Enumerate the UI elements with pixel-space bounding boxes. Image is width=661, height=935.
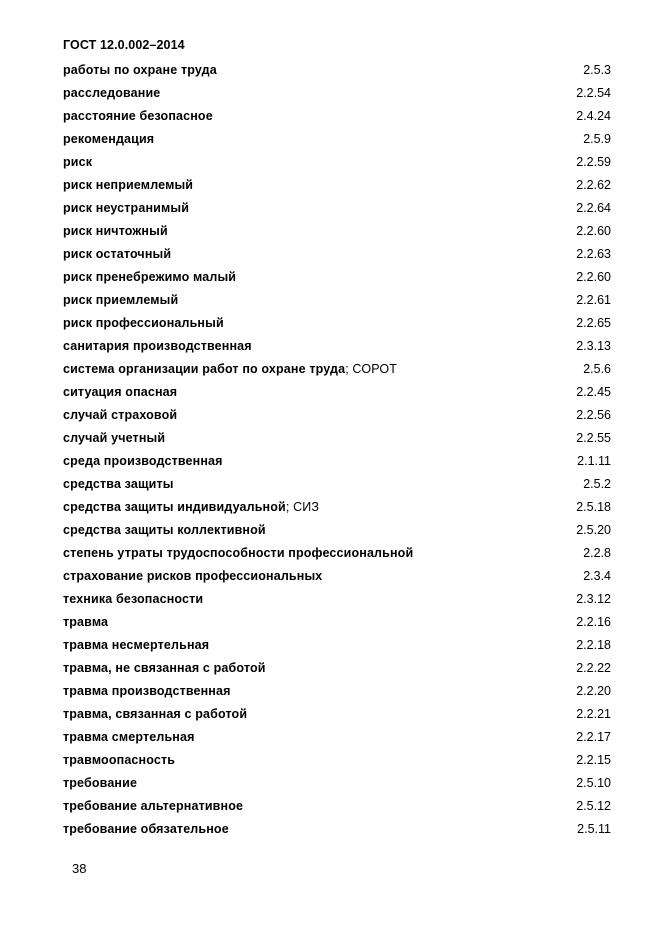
index-term (63, 175, 193, 195)
index-term-text: травма несмертельная (63, 638, 210, 652)
index-term-text: техника безопасности (63, 592, 204, 606)
index-term-text: риск ничтожный (63, 224, 168, 238)
index-term (63, 313, 224, 333)
index-section-ref: 2.2.62 (576, 178, 611, 192)
index-term-abbreviation: ; СОРОТ (345, 362, 398, 376)
index-term (63, 566, 322, 586)
index-term-text: травма (63, 615, 109, 629)
index-term (63, 819, 229, 839)
index-term (63, 474, 174, 494)
index-section-ref: 2.2.56 (576, 408, 611, 422)
index-section-ref: 2.4.24 (576, 109, 611, 123)
index-section-ref: 2.2.60 (576, 270, 611, 284)
index-term-text: риск пренебрежимо малый (63, 270, 237, 284)
index-section-ref: 2.5.9 (583, 132, 611, 146)
index-entry (63, 382, 611, 405)
index-entry (63, 727, 611, 750)
index-term (63, 750, 175, 770)
index-term-text: травма производственная (63, 684, 231, 698)
index-entry (63, 175, 611, 198)
index-term-text: риск приемлемый (63, 293, 179, 307)
index-term-text: риск остаточный (63, 247, 172, 261)
index-section-ref: 2.2.18 (576, 638, 611, 652)
index-term (63, 83, 160, 103)
index-section-ref: 2.2.22 (576, 661, 611, 675)
index-entry (63, 704, 611, 727)
index-term (63, 727, 195, 747)
index-section-ref: 2.2.45 (576, 385, 611, 399)
index-term-text: требование обязательное (63, 822, 229, 836)
index-term (63, 106, 213, 126)
index-section-ref: 2.5.6 (583, 362, 611, 376)
index-term (63, 497, 319, 517)
index-section-ref: 2.2.60 (576, 224, 611, 238)
index-term (63, 221, 168, 241)
index-entry (63, 681, 611, 704)
index-entry (63, 359, 611, 382)
index-section-ref: 2.2.59 (576, 155, 611, 169)
index-term-text: страхование рисков профессиональных (63, 569, 323, 583)
index-term (63, 589, 203, 609)
index-entry (63, 152, 611, 175)
term-index-list (63, 60, 611, 842)
index-term (63, 451, 223, 471)
index-entry (63, 497, 611, 520)
index-section-ref: 2.5.2 (583, 477, 611, 491)
index-term (63, 635, 209, 655)
index-section-ref: 2.2.20 (576, 684, 611, 698)
index-section-ref: 2.2.17 (576, 730, 611, 744)
index-term (63, 152, 92, 172)
index-term-text: риск неустранимый (63, 201, 190, 215)
index-section-ref: 2.1.11 (577, 454, 611, 468)
index-section-ref: 2.2.65 (576, 316, 611, 330)
document-header: ГОСТ 12.0.002–2014 (63, 38, 185, 52)
index-entry (63, 313, 611, 336)
index-section-ref: 2.2.54 (576, 86, 611, 100)
index-entry (63, 658, 611, 681)
index-entry (63, 405, 611, 428)
index-term-text: санитария производственная (63, 339, 252, 353)
index-entry (63, 773, 611, 796)
page-number: 38 (72, 861, 87, 876)
index-term-text: среда производственная (63, 454, 223, 468)
index-section-ref: 2.3.4 (583, 569, 611, 583)
index-term (63, 681, 231, 701)
index-term-text: требование (63, 776, 138, 790)
index-section-ref: 2.2.21 (576, 707, 611, 721)
index-term-text: случай страховой (63, 408, 178, 422)
index-term-text: случай учетный (63, 431, 166, 445)
index-term (63, 428, 165, 448)
index-section-ref: 2.5.3 (583, 63, 611, 77)
index-term-abbreviation: ; СИЗ (285, 500, 320, 514)
index-term-text: работы по охране труда (63, 63, 217, 77)
index-entry (63, 244, 611, 267)
index-entry (63, 796, 611, 819)
index-entry (63, 750, 611, 773)
index-term (63, 543, 413, 563)
index-section-ref: 2.2.64 (576, 201, 611, 215)
index-term (63, 244, 171, 264)
index-entry (63, 290, 611, 313)
index-entry (63, 221, 611, 244)
index-term-text: ситуация опасная (63, 385, 178, 399)
index-entry (63, 520, 611, 543)
index-section-ref: 2.3.12 (576, 592, 611, 606)
index-entry (63, 451, 611, 474)
index-term-text: травма, связанная с работой (63, 707, 248, 721)
index-term (63, 382, 177, 402)
index-term-text: травма смертельная (63, 730, 195, 744)
index-term (63, 520, 266, 540)
index-section-ref: 2.3.13 (576, 339, 611, 353)
index-term-text: требование альтернативное (63, 799, 244, 813)
index-term-text: рекомендация (63, 132, 155, 146)
index-term (63, 658, 266, 678)
index-term (63, 796, 243, 816)
index-term-text: риск неприемлемый (63, 178, 194, 192)
index-term (63, 612, 108, 632)
index-section-ref: 2.2.61 (576, 293, 611, 307)
index-term (63, 198, 189, 218)
index-entry (63, 60, 611, 83)
index-section-ref: 2.5.20 (576, 523, 611, 537)
index-term (63, 704, 247, 724)
index-entry (63, 198, 611, 221)
index-entry (63, 267, 611, 290)
index-term (63, 60, 217, 80)
index-entry (63, 474, 611, 497)
index-term (63, 267, 236, 287)
index-entry (63, 106, 611, 129)
index-section-ref: 2.5.10 (576, 776, 611, 790)
index-section-ref: 2.2.15 (576, 753, 611, 767)
index-entry (63, 819, 611, 842)
index-term-text: расстояние безопасное (63, 109, 213, 123)
index-section-ref: 2.2.8 (583, 546, 611, 560)
index-section-ref: 2.5.12 (576, 799, 611, 813)
index-section-ref: 2.5.18 (576, 500, 611, 514)
index-entry (63, 336, 611, 359)
index-entry (63, 83, 611, 106)
index-term-text: риск (63, 155, 93, 169)
index-entry (63, 428, 611, 451)
index-term (63, 336, 252, 356)
index-term-text: средства защиты индивидуальной (63, 500, 286, 514)
index-term-text: степень утраты трудоспособности профессиональной (63, 546, 414, 560)
index-term-text: травма, не связанная с работой (63, 661, 266, 675)
index-entry (63, 129, 611, 152)
index-term (63, 290, 178, 310)
index-entry (63, 543, 611, 566)
index-section-ref: 2.5.11 (577, 822, 611, 836)
index-term-text: средства защиты коллективной (63, 523, 266, 537)
index-term-text: система организации работ по охране труда (63, 362, 346, 376)
index-entry (63, 635, 611, 658)
index-term-text: средства защиты (63, 477, 174, 491)
index-term (63, 129, 154, 149)
index-term-text: расследование (63, 86, 161, 100)
index-section-ref: 2.2.63 (576, 247, 611, 261)
index-entry (63, 589, 611, 612)
index-entry (63, 566, 611, 589)
index-term-text: риск профессиональный (63, 316, 224, 330)
index-term-text: травмоопасность (63, 753, 176, 767)
index-term (63, 773, 137, 793)
index-term (63, 359, 397, 379)
index-section-ref: 2.2.16 (576, 615, 611, 629)
index-entry (63, 612, 611, 635)
index-section-ref: 2.2.55 (576, 431, 611, 445)
index-term (63, 405, 177, 425)
